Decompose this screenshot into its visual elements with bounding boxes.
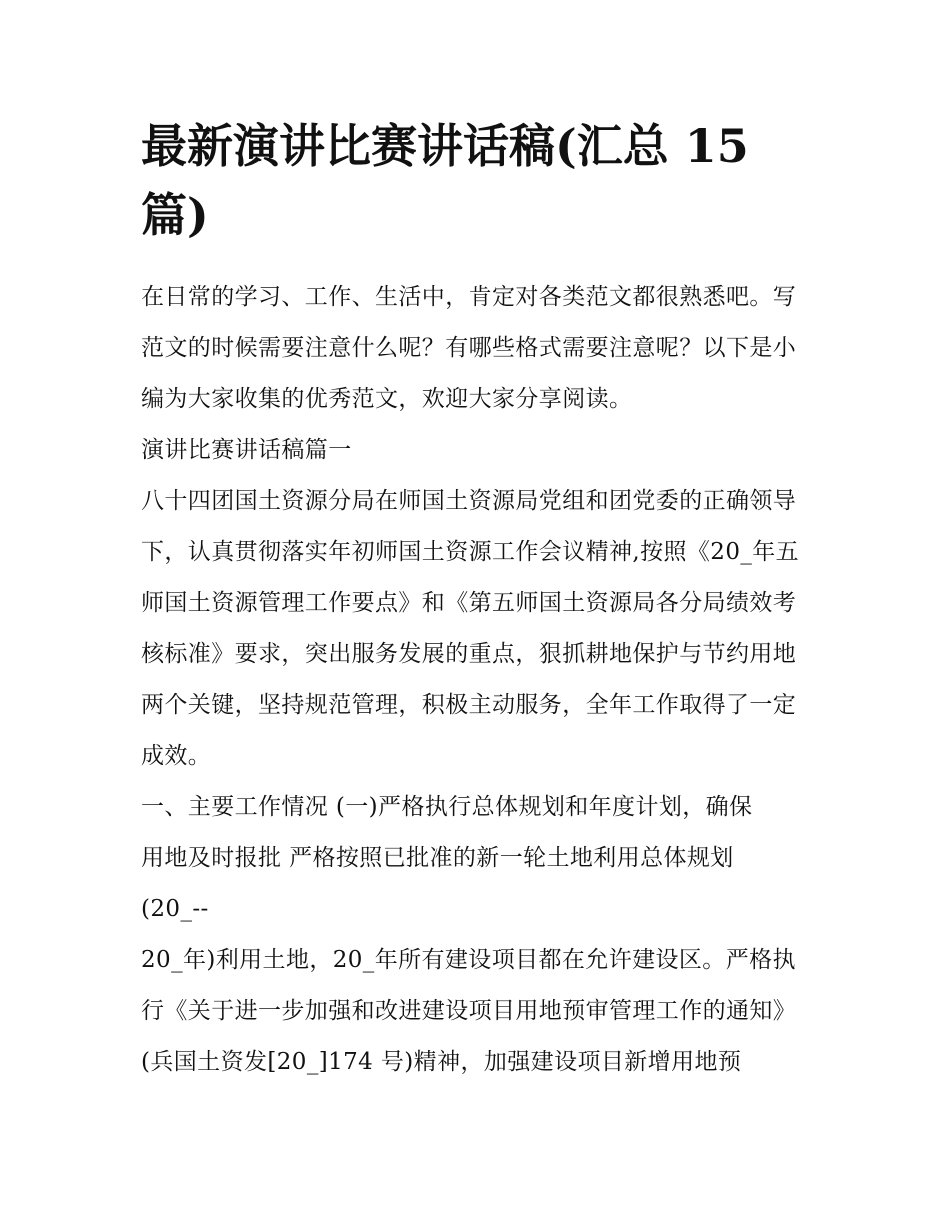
intro-paragraph: 在日常的学习、工作、生活中，肯定对各类范文都很熟悉吧。写范文的时候需要注意什么呢？有哪些格式需要注意呢？以下是小编为大家收集的优秀范文，欢迎大家分享阅读。 [141, 284, 797, 412]
body-paragraph: 八十四团国土资源分局在师国土资源局党组和团党委的正确领导下，认真贯彻落实年初师国土资源工作会议精神,按照《20_年五师国土资源管理工作要点》和《第五师国土资源局各分局绩效考核标准》要求，突出服务发展的重点，狠抓耕地保护与节约用地两个关键，坚持规范管理，积极主动服务，全年工作取得了一定成效。 [141, 488, 800, 769]
body-paragraph: 一、主要工作情况 (一)严格执行总体规划和年度计划，确保 用地及时报批 严格按照已批准的新一轮土地利用总体规划 (20_-- [141, 794, 753, 922]
document-title: 最新演讲比赛讲话稿(汇总 15 篇) [141, 119, 749, 242]
body-paragraph: 20_年)利用土地，20_年所有建设项目都在允许建设区。严格执行《关于进一步加强和改进建设项目用地预审管理工作的通知》(兵国土资发[20_]174 号)精神，加强建设项目新增用地预 [141, 947, 797, 1075]
section-heading: 演讲比赛讲话稿篇一 [141, 437, 352, 463]
document-page [141, 112, 813, 1088]
